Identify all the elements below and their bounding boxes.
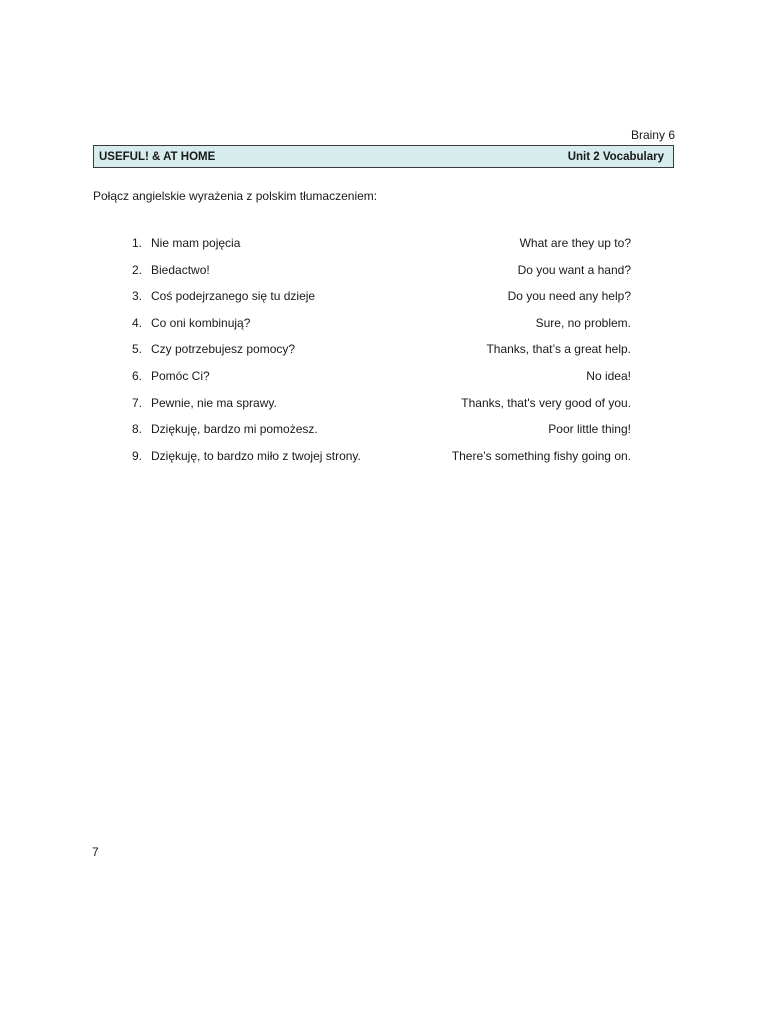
instruction-text: Połącz angielskie wyrażenia z polskim tłumaczeniem: (93, 189, 378, 203)
item-number: 2. (131, 263, 142, 277)
section-title: USEFUL! & AT HOME (99, 150, 216, 163)
polish-phrase: Pomóc Ci? (151, 369, 210, 383)
english-phrase: What are they up to? (519, 236, 631, 250)
unit-title: Unit 2 Vocabulary (567, 150, 664, 163)
polish-phrase: Pewnie, nie ma sprawy. (151, 396, 277, 410)
list-item (0, 289, 768, 305)
english-phrase: Sure, no problem. (535, 316, 631, 330)
english-phrase: Do you need any help? (507, 289, 631, 303)
english-phrase: Do you want a hand? (517, 263, 631, 277)
item-number: 4. (131, 316, 142, 330)
english-phrase: Thanks, that’s a great help. (486, 342, 631, 356)
page-number: 7 (92, 845, 99, 859)
list-item (0, 316, 768, 332)
polish-phrase: Co oni kombinują? (151, 316, 251, 330)
list-item (0, 236, 768, 252)
item-number: 6. (131, 369, 142, 383)
item-number: 5. (131, 342, 142, 356)
english-phrase: Poor little thing! (548, 422, 631, 436)
item-number: 1. (131, 236, 142, 250)
english-phrase: No idea! (586, 369, 631, 383)
english-phrase: Thanks, that's very good of you. (461, 396, 631, 410)
list-item (0, 396, 768, 412)
list-item (0, 342, 768, 358)
polish-phrase: Dziękuję, to bardzo miło z twojej strony. (151, 449, 361, 463)
polish-phrase: Czy potrzebujesz pomocy? (151, 342, 296, 356)
polish-phrase: Dziękuję, bardzo mi pomożesz. (151, 422, 318, 436)
item-number: 8. (131, 422, 142, 436)
item-number: 3. (131, 289, 142, 303)
polish-phrase: Nie mam pojęcia (151, 236, 241, 250)
item-number: 7. (131, 396, 142, 410)
item-number: 9. (131, 449, 142, 463)
list-item (0, 422, 768, 438)
list-item (0, 449, 768, 465)
polish-phrase: Biedactwo! (151, 263, 210, 277)
english-phrase: There’s something fishy going on. (451, 449, 631, 463)
brand-label: Brainy 6 (630, 128, 675, 142)
polish-phrase: Coś podejrzanego się tu dzieje (151, 289, 316, 303)
list-item (0, 263, 768, 279)
header-bar (93, 145, 674, 168)
list-item (0, 369, 768, 385)
